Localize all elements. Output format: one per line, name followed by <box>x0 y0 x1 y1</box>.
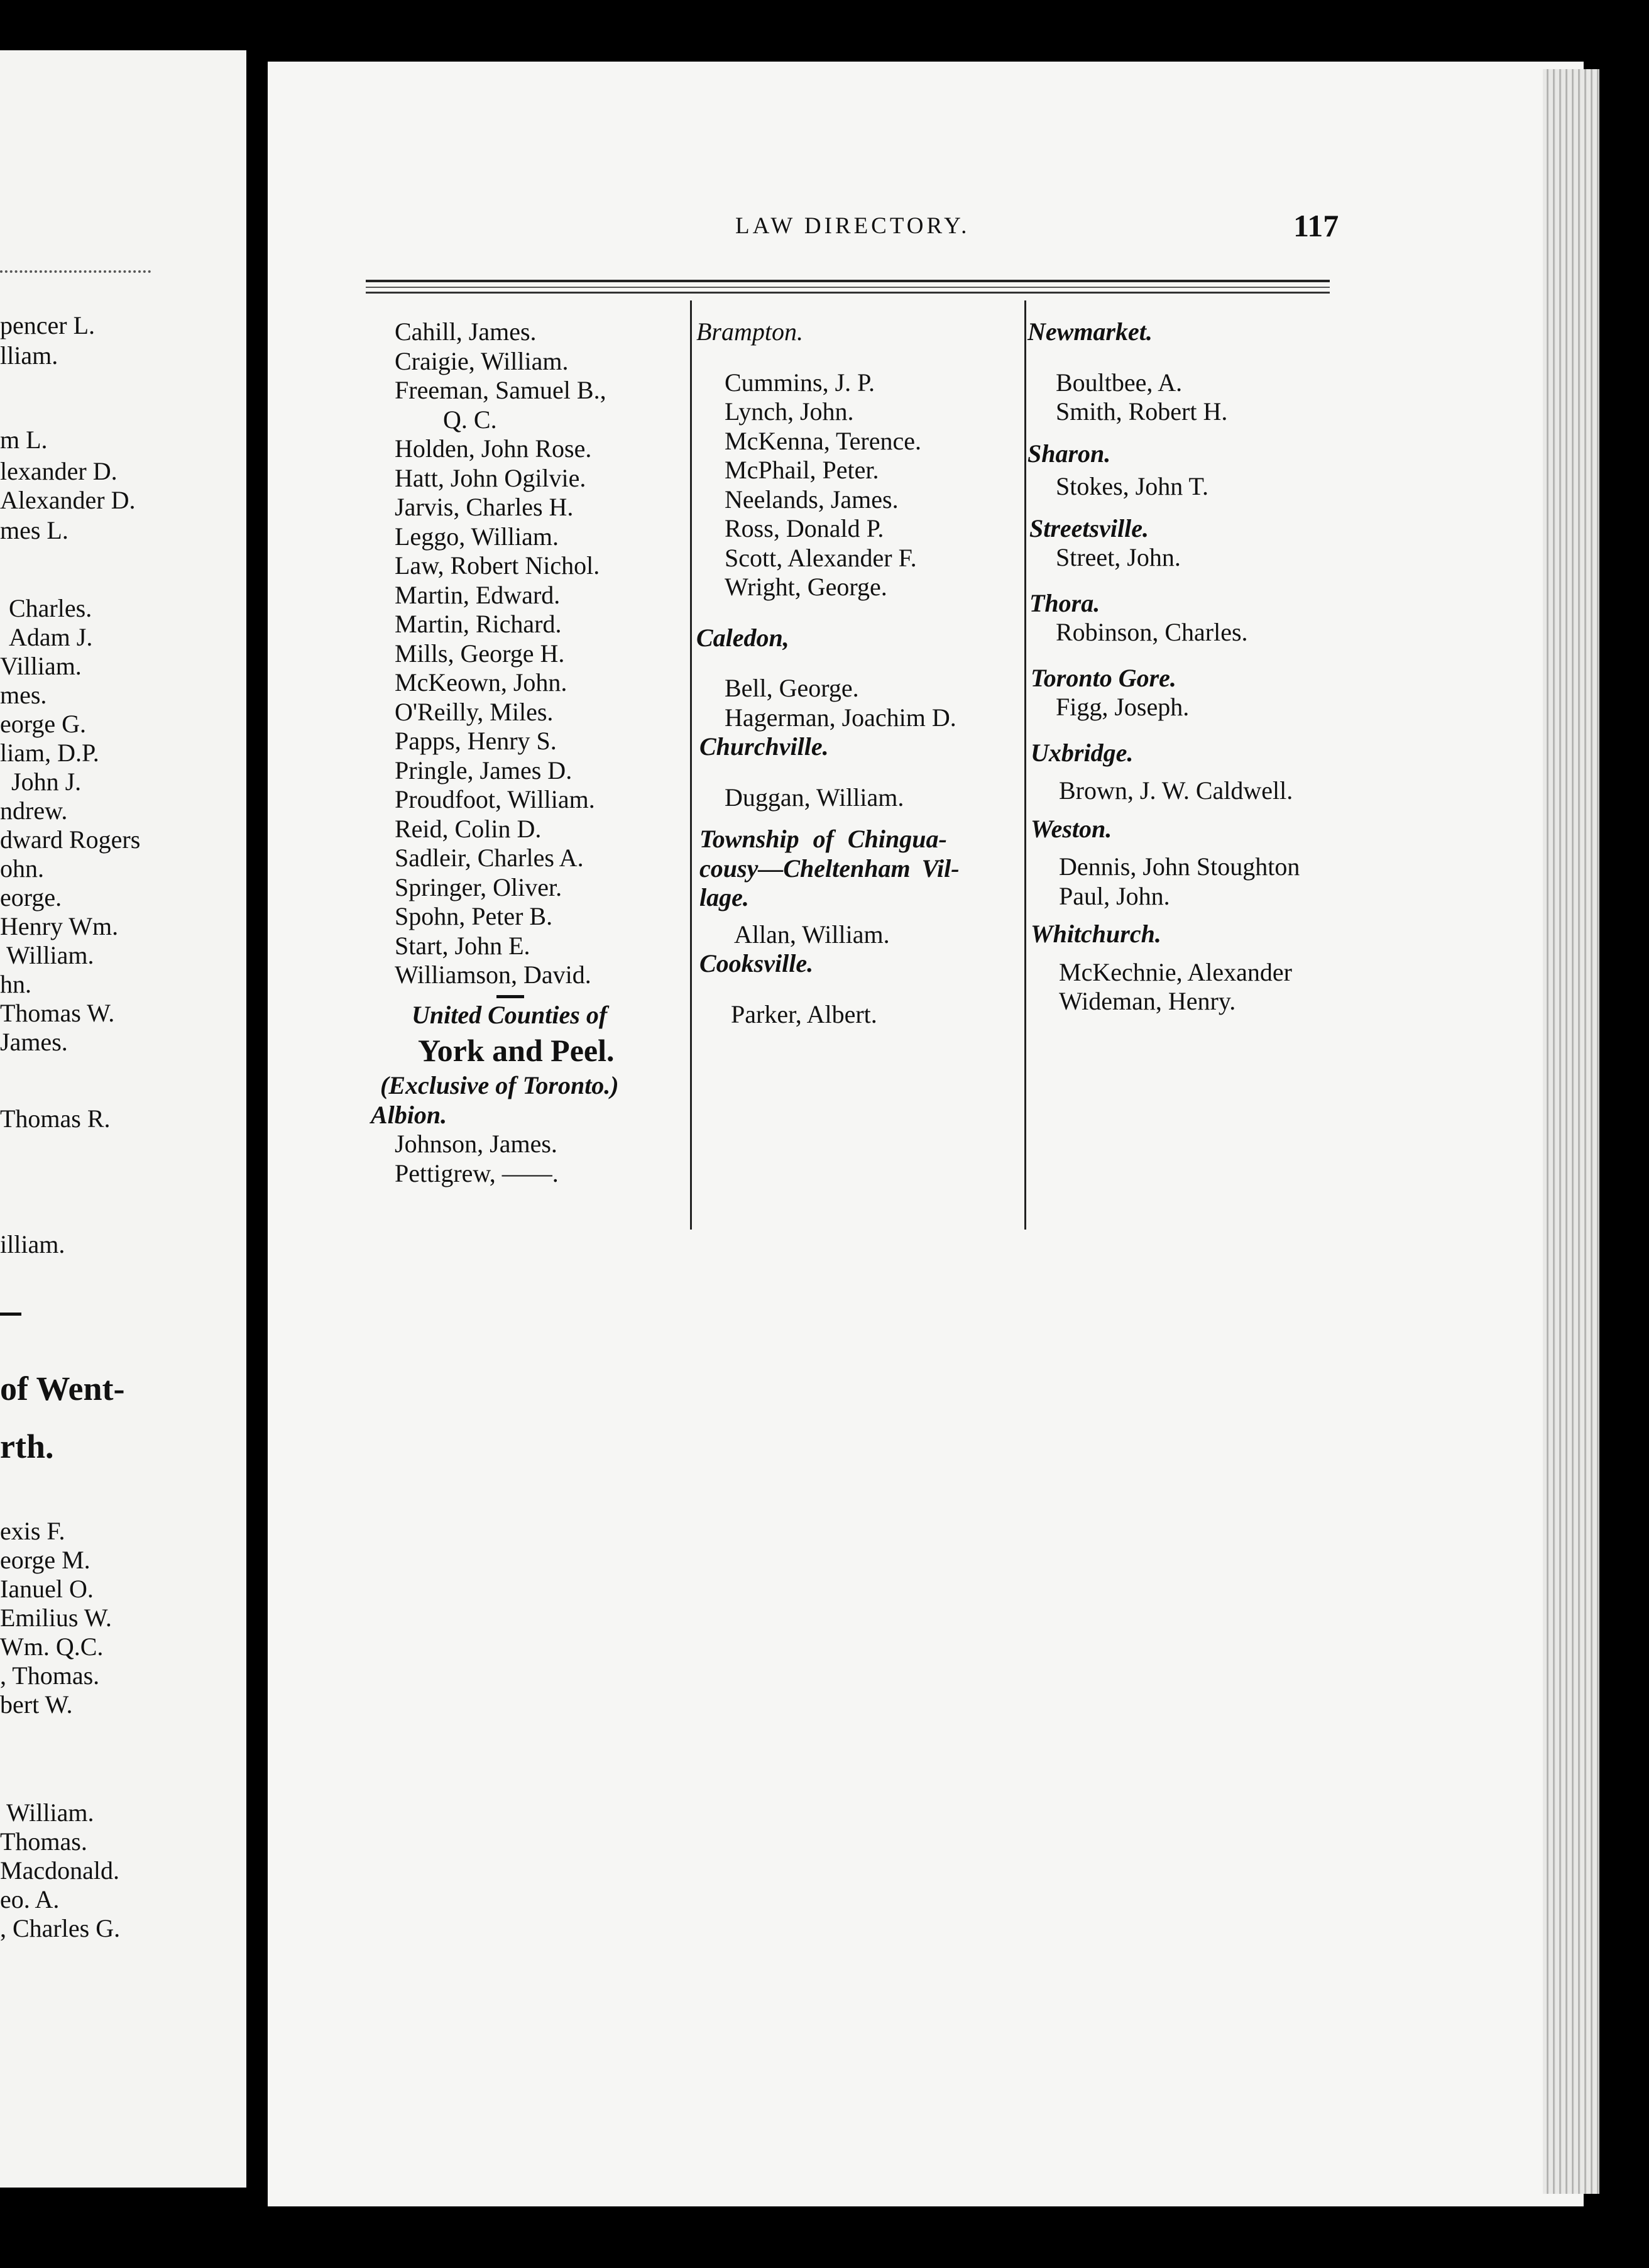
left-line: eo. A. <box>0 1885 60 1913</box>
list-item: Wideman, Henry. <box>1059 987 1236 1015</box>
place-heading-weston: Weston. <box>1031 814 1112 843</box>
list-item: Smith, Robert H. <box>1056 397 1228 426</box>
list-item: Papps, Henry S. <box>395 727 557 755</box>
left-line: , Charles G. <box>0 1914 121 1942</box>
column-2 <box>696 317 1023 1029</box>
left-line: John J. <box>11 768 82 796</box>
list-item: Hagerman, Joachim D. <box>725 703 956 732</box>
list-item: Spohn, Peter B. <box>395 902 553 930</box>
list-item: McPhail, Peter. <box>725 456 879 484</box>
left-line: bert W. <box>0 1690 73 1719</box>
place-heading-toronto-gore: Toronto Gore. <box>1031 663 1176 692</box>
left-line: liam, D.P. <box>0 739 99 767</box>
left-dash <box>0 1313 21 1316</box>
left-line: Thomas. <box>0 1827 87 1856</box>
list-item: Springer, Oliver. <box>395 873 562 901</box>
list-item: Ross, Donald P. <box>725 514 884 542</box>
list-item: Williamson, David. <box>395 961 591 989</box>
place-heading-albion: Albion. <box>371 1100 447 1129</box>
left-line: illiam. <box>0 1230 65 1258</box>
left-line: mes L. <box>0 516 68 544</box>
list-item: Allan, William. <box>734 920 890 949</box>
place-heading-chinguacousy: Township of Chingua- <box>699 825 947 853</box>
left-line: mes. <box>0 681 47 709</box>
left-line: m L. <box>0 426 48 454</box>
list-item: Start, John E. <box>395 931 530 960</box>
left-line: pencer L. <box>0 311 96 339</box>
page-number: 117 <box>1293 208 1339 243</box>
list-item: Proudfoot, William. <box>395 785 595 813</box>
list-item: Leggo, William. <box>395 522 559 551</box>
left-line: Charles. <box>9 594 92 622</box>
list-item: Figg, Joseph. <box>1056 693 1190 721</box>
list-item: Pettigrew, ——. <box>395 1159 559 1187</box>
list-item: Neelands, James. <box>725 485 899 514</box>
list-item: Stokes, John T. <box>1056 472 1208 500</box>
left-line: Ianuel O. <box>0 1575 94 1603</box>
place-heading-uxbridge: Uxbridge. <box>1031 738 1134 767</box>
left-line: Emilius W. <box>0 1604 112 1632</box>
left-line: James. <box>0 1028 68 1056</box>
list-item: Craigie, William. <box>395 346 569 375</box>
left-line: Thomas W. <box>0 999 115 1027</box>
place-heading-thora: Thora. <box>1029 588 1100 617</box>
list-item: Parker, Albert. <box>731 999 877 1028</box>
left-line: eorge G. <box>0 710 86 738</box>
place-heading-streetsville: Streetsville. <box>1029 514 1149 542</box>
page-edge-stack <box>1543 69 1599 2194</box>
left-line: hn. <box>0 970 31 998</box>
left-line: , Thomas. <box>0 1661 100 1690</box>
place-heading-caledon: Caledon, <box>696 623 789 652</box>
list-item: Martin, Richard. <box>395 610 562 638</box>
left-line: ndrew. <box>0 796 68 825</box>
left-line: exis F. <box>0 1517 65 1545</box>
list-item: Mills, George H. <box>395 639 565 668</box>
list-item: O'Reilly, Miles. <box>395 697 554 726</box>
list-item: Paul, John. <box>1059 881 1170 910</box>
left-line: Thomas R. <box>0 1104 111 1133</box>
column-1 <box>371 317 685 1188</box>
left-line: eorge M. <box>0 1546 90 1574</box>
left-line: Alexander D. <box>0 486 136 514</box>
list-item: Johnson, James. <box>395 1130 557 1158</box>
place-heading-newmarket: Newmarket. <box>1027 317 1153 346</box>
left-facing-page <box>0 50 246 2188</box>
county-subtitle: (Exclusive of Toronto.) <box>380 1071 619 1099</box>
list-item: Duggan, William. <box>725 783 904 812</box>
column-divider <box>690 300 692 1230</box>
list-item: Robinson, Charles. <box>1056 618 1248 646</box>
left-line: Adam J. <box>9 623 93 651</box>
running-head: LAW DIRECTORY. <box>735 213 970 239</box>
list-item: Bell, George. <box>725 674 859 702</box>
place-heading-chinguacousy: lage. <box>699 883 749 911</box>
list-item: Freeman, Samuel B., <box>395 376 606 404</box>
list-item: Reid, Colin D. <box>395 814 542 843</box>
list-item: Lynch, John. <box>725 397 854 426</box>
list-item: Cummins, J. P. <box>725 368 875 397</box>
list-item: Sadleir, Charles A. <box>395 844 584 872</box>
list-item: McKeown, John. <box>395 668 567 696</box>
left-line: lliam. <box>0 341 58 370</box>
list-item: Brown, J. W. Caldwell. <box>1059 776 1293 805</box>
list-item: Boultbee, A. <box>1056 368 1183 397</box>
left-line: ohn. <box>0 854 44 883</box>
county-title: York and Peel. <box>418 1033 615 1068</box>
left-line: eorge. <box>0 883 62 911</box>
place-heading-brampton: Brampton. <box>696 317 803 346</box>
left-heading: rth. <box>0 1428 54 1465</box>
list-item: Q. C. <box>443 405 497 434</box>
list-item: Pringle, James D. <box>395 756 572 784</box>
place-heading-cooksville: Cooksville. <box>699 949 814 977</box>
list-item: Martin, Edward. <box>395 580 561 609</box>
left-line: Henry Wm. <box>0 912 119 940</box>
left-line: Macdonald. <box>0 1856 119 1885</box>
list-item: Dennis, John Stoughton <box>1059 852 1300 881</box>
left-line: William. <box>6 1798 94 1827</box>
list-item: Law, Robert Nichol. <box>395 551 600 580</box>
left-line: Wm. Q.C. <box>0 1632 104 1661</box>
place-heading-sharon: Sharon. <box>1027 439 1111 468</box>
place-heading-churchville: Churchville. <box>699 732 829 761</box>
left-line: Villiam. <box>0 652 82 680</box>
left-page-rule <box>0 270 151 273</box>
list-item: Scott, Alexander F. <box>725 543 917 572</box>
list-item: Street, John. <box>1056 543 1181 571</box>
header-rule <box>366 280 1330 294</box>
list-item: McKenna, Terence. <box>725 426 921 455</box>
list-item: Cahill, James. <box>395 317 537 346</box>
left-line: dward Rogers <box>0 825 141 854</box>
list-item: Holden, John Rose. <box>395 434 592 463</box>
left-heading: of Went- <box>0 1370 125 1407</box>
list-item: Hatt, John Ogilvie. <box>395 463 586 492</box>
place-heading-whitchurch: Whitchurch. <box>1031 920 1161 948</box>
list-item: Jarvis, Charles H. <box>395 493 574 521</box>
place-heading-chinguacousy: cousy—Cheltenham Vil- <box>699 854 960 883</box>
list-item: McKechnie, Alexander <box>1059 957 1292 986</box>
left-line: William. <box>6 941 94 969</box>
list-item: Wright, George. <box>725 573 887 601</box>
section-dash <box>496 995 524 998</box>
county-heading: United Counties of <box>412 1000 608 1029</box>
column-3 <box>1024 317 1376 1016</box>
left-line: lexander D. <box>0 457 118 485</box>
